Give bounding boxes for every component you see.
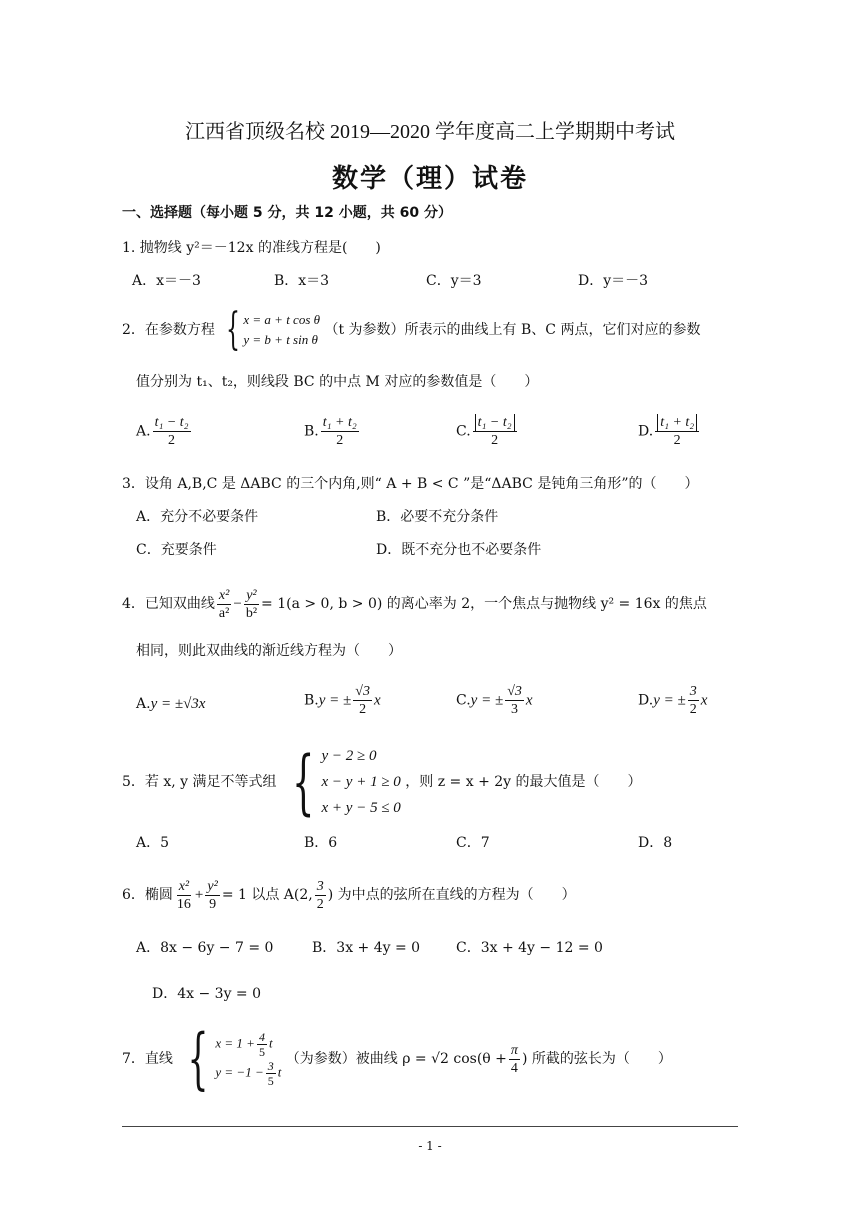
q6-option-d: D．4x − 3y = 0 bbox=[152, 986, 262, 1002]
q6-stem: 6．椭圆 $\frac{\text{x²}}{16}$ + $\frac{\text{y²}}{9}$ = 1 以点 A(2, $\frac{3}{2}$ ) 为中点的弦所在直线的方程为（ ） bbox=[122, 878, 576, 912]
q2-option-c: C. $\frac{\text{t₁ − t₂}}{2}$ bbox=[456, 414, 519, 449]
exam-subtitle: 数学（理）试卷 bbox=[331, 164, 528, 194]
q5-inequality-system: { y − 2 ≥ 0 x − y + 1 ≥ 0 x + y − 5 ≤ 0 bbox=[292, 741, 401, 823]
q4-stem: 4．已知双曲线 $\frac{\text{x²}}{\text{a²}}$ − $\frac{\text{y²}}{\text{b²}}$ = 1(a > 0, b > 0) 的离心率为 2，一个焦点与抛物线 y² = 16x 的焦点 bbox=[122, 587, 707, 621]
q5-option-d: D．8 bbox=[638, 835, 673, 851]
q3-option-b: B．必要不充分条件 bbox=[376, 509, 499, 525]
q5-stem: 5．若 x, y 满足不等式组 { y − 2 ≥ 0 x − y + 1 ≥ 0 x + y − 5 ≤ 0 ，则 z = x + 2y 的最大值是（ ） bbox=[122, 741, 642, 823]
q2-suffix: （t 为参数）所表示的曲线上有 B、C 两点，它们对应的参数 bbox=[324, 322, 701, 338]
section-heading: 一、选择题（每小题 5 分，共 12 小题，共 60 分） bbox=[122, 205, 452, 221]
q5-option-c: C．7 bbox=[456, 835, 490, 851]
q2-stem bbox=[122, 304, 701, 355]
q1-option-d: D．y＝－3 bbox=[578, 273, 649, 289]
brace-icon: { bbox=[226, 304, 241, 355]
q5-option-a: A．5 bbox=[136, 835, 170, 851]
exam-title: 江西省顶级名校 2019—2020 学年度高二上学期期中考试 bbox=[185, 121, 675, 143]
q7-row2: y = −1 − $\frac{3}{5}$ t bbox=[215, 1059, 282, 1088]
q2-option-b: B. $\frac{\text{t₁ + t₂}}{2}$ bbox=[304, 415, 357, 448]
q2-option-d: D. $\frac{\text{t₁ + t₂}}{2}$ bbox=[638, 414, 701, 449]
q6-option-c: C．3x + 4y − 12 = 0 bbox=[456, 940, 603, 956]
q1-option-a: A．x＝－3 bbox=[132, 273, 201, 289]
footer-divider bbox=[122, 1126, 738, 1127]
q1-option-c: C．y＝3 bbox=[426, 273, 482, 289]
q2-eq2: y = b + t sin θ bbox=[243, 332, 318, 347]
q4-line2: 相同，则此双曲线的渐近线方程为（ ） bbox=[136, 643, 402, 659]
q4-option-b: B.y = ± $\frac{√3}{2}$ x bbox=[304, 684, 381, 717]
q4-option-c: C.y = ± $\frac{√3}{3}$ x bbox=[456, 684, 533, 717]
page-number: - 1 - bbox=[418, 1139, 442, 1153]
q7-stem: 7．直线 { x = 1 + $\frac{4}{5}$ t y = −1 − $\frac{3}{5}$ t （为参数）被曲线 ρ = √2 cos(θ + $\frac{\pi}{4}$ ) 所截的弦长为（ ） bbox=[122, 1020, 672, 1097]
q6-option-b: B．3x + 4y = 0 bbox=[312, 940, 421, 956]
q2-eq1: x = a + t cos θ bbox=[243, 312, 321, 327]
brace-icon: { bbox=[187, 1020, 209, 1097]
q2-param-system bbox=[219, 304, 321, 355]
q7-row1: x = 1 + $\frac{4}{5}$ t bbox=[215, 1030, 273, 1059]
q3-option-d: D．既不充分也不必要条件 bbox=[376, 542, 542, 558]
q3-stem: 3．设角 A,B,C 是 ΔABC 的三个内角,则“ A + B < C ”是“ΔABC 是钝角三角形”的（ ） bbox=[122, 476, 699, 492]
brace-icon: { bbox=[292, 741, 315, 823]
q7-param-system bbox=[177, 1020, 282, 1097]
q3-option-c: C．充要条件 bbox=[136, 542, 217, 558]
q6-option-a: A．8x − 6y − 7 = 0 bbox=[136, 940, 274, 956]
q2-prefix: 2．在参数方程 bbox=[122, 322, 215, 338]
q4-option-d: D.y = ± $\frac{3}{2}$ x bbox=[638, 684, 708, 717]
q5-option-b: B．6 bbox=[304, 835, 338, 851]
q2-line2: 值分别为 t₁、t₂，则线段 BC 的中点 M 对应的参数值是（ ） bbox=[136, 374, 539, 390]
q2-option-a: A. $\frac{\text{t₁ − t₂}}{2}$ bbox=[136, 415, 189, 448]
q3-option-a: A．充分不必要条件 bbox=[136, 509, 259, 525]
q1-option-b: B．x＝3 bbox=[274, 273, 330, 289]
q4-option-a: A.y = ±√3x bbox=[136, 696, 206, 712]
q1-stem: 1. 抛物线 y²＝－12x 的准线方程是( ) bbox=[122, 240, 381, 256]
